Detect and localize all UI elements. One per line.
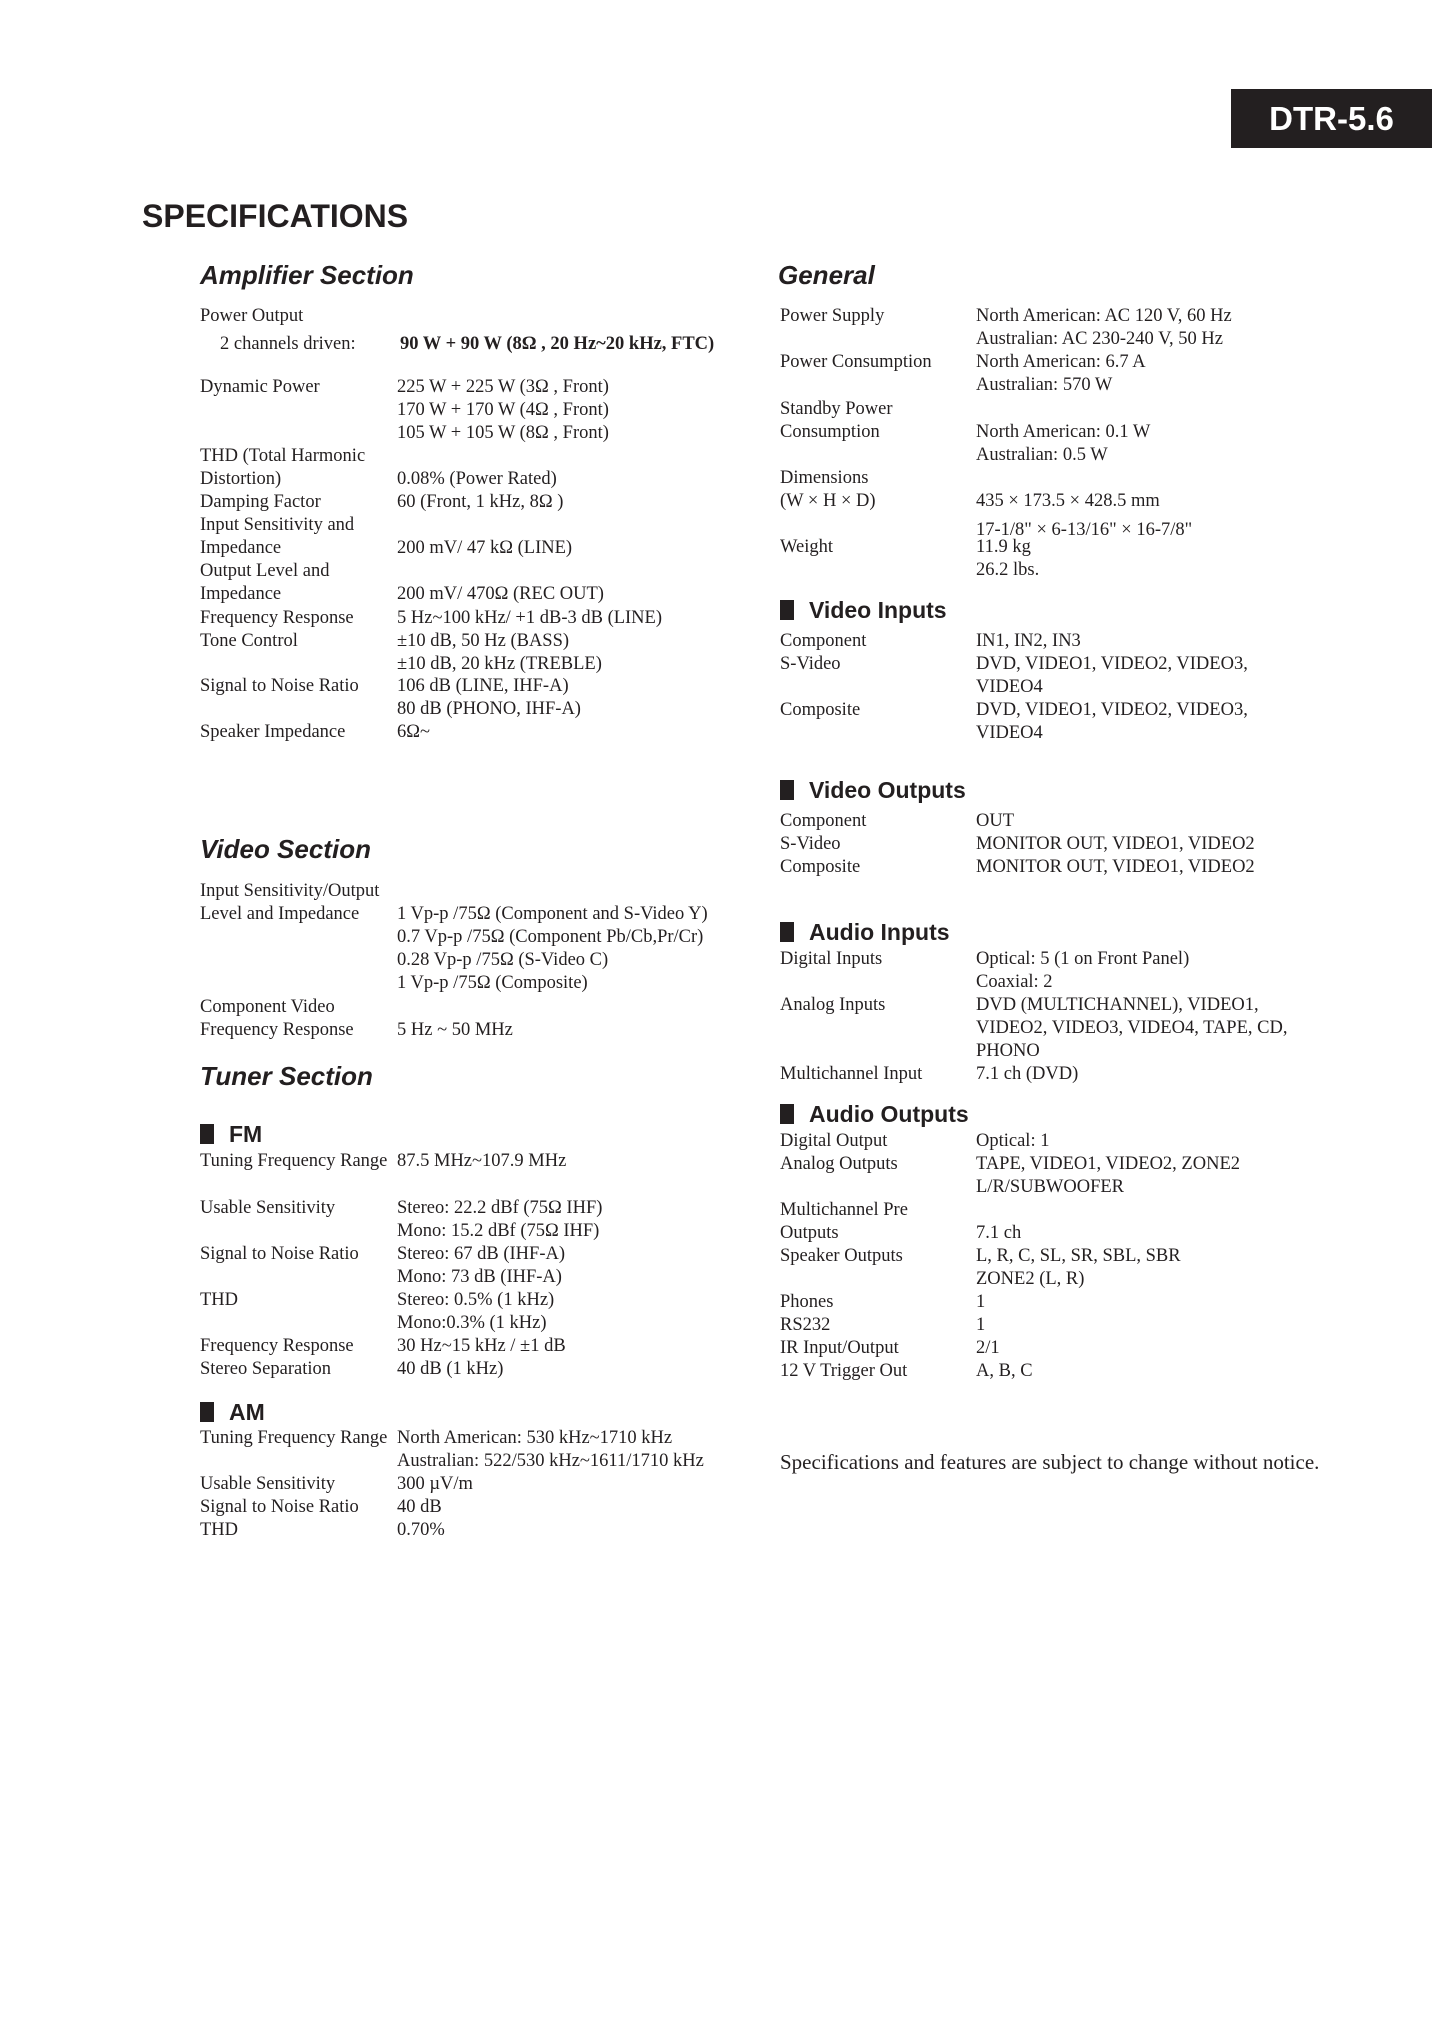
- fm-tuning-value: 87.5 MHz~107.9 MHz: [397, 1151, 567, 1171]
- spec-value: 105 W + 105 W (8Ω , Front): [397, 423, 609, 443]
- spec-label: 12 V Trigger Out: [780, 1361, 908, 1381]
- spec-value: 0.28 Vp-p /75Ω (S-Video C): [397, 950, 609, 970]
- page-title: SPECIFICATIONS: [142, 198, 409, 234]
- spec-value: 225 W + 225 W (3Ω , Front): [397, 377, 609, 397]
- spec-value: 5 Hz ~ 50 MHz: [397, 1020, 513, 1040]
- spec-value: 11.9 kg: [976, 537, 1031, 557]
- spec-value: Australian: 0.5 W: [976, 445, 1108, 465]
- fm-tuning-label: Tuning Frequency Range: [200, 1151, 388, 1171]
- spec-label: Power Supply: [780, 306, 885, 326]
- spec-value: Coaxial: 2: [976, 972, 1053, 992]
- spec-label: Signal to Noise Ratio: [200, 676, 359, 696]
- spec-value: ZONE2 (L, R): [976, 1269, 1085, 1289]
- spec-label: S-Video: [780, 654, 841, 674]
- spec-label: Consumption: [780, 422, 880, 442]
- spec-value: 80 dB (PHONO, IHF-A): [397, 699, 581, 719]
- spec-value: 5 Hz~100 kHz/ +1 dB-3 dB (LINE): [397, 608, 663, 628]
- spec-value: Stereo: 0.5% (1 kHz): [397, 1290, 555, 1310]
- fm-heading-text: FM: [229, 1121, 263, 1147]
- spec-value: 1: [976, 1292, 986, 1312]
- video-inputs-heading-text: Video Inputs: [809, 597, 947, 623]
- spec-label: Weight: [780, 537, 833, 557]
- spec-label: Power Consumption: [780, 352, 932, 372]
- spec-value: A, B, C: [976, 1361, 1033, 1381]
- spec-label: Frequency Response: [200, 1020, 354, 1040]
- spec-value: Stereo: 22.2 dBf (75Ω IHF): [397, 1198, 603, 1218]
- spec-value: DVD (MULTICHANNEL), VIDEO1,: [976, 995, 1259, 1015]
- spec-label: Impedance: [200, 584, 282, 604]
- spec-label: Frequency Response: [200, 608, 354, 628]
- spec-value: 7.1 ch (DVD): [976, 1064, 1079, 1084]
- spec-value: 30 Hz~15 kHz / ±1 dB: [397, 1336, 566, 1356]
- spec-value: North American: 0.1 W: [976, 422, 1151, 442]
- spec-value: Stereo: 67 dB (IHF-A): [397, 1244, 566, 1264]
- spec-label: Outputs: [780, 1223, 839, 1243]
- spec-label: Digital Output: [780, 1131, 888, 1151]
- spec-label: Distortion): [200, 469, 282, 489]
- am-tuning-value-2: Australian: 522/530 kHz~1611/1710 kHz: [397, 1451, 704, 1471]
- spec-label: Dimensions: [780, 468, 869, 488]
- spec-label: Signal to Noise Ratio: [200, 1244, 359, 1264]
- power-output-label: Power Output: [200, 306, 304, 326]
- spec-value: 60 (Front, 1 kHz, 8Ω ): [397, 492, 564, 512]
- amplifier-section-heading: Amplifier Section: [200, 260, 414, 290]
- spec-value: 1: [976, 1315, 986, 1335]
- spec-value: ±10 dB, 50 Hz (BASS): [397, 631, 570, 651]
- spec-label: Multichannel Input: [780, 1064, 923, 1084]
- spec-label: Damping Factor: [200, 492, 321, 512]
- spec-label: Component: [780, 631, 867, 651]
- spec-label: IR Input/Output: [780, 1338, 899, 1358]
- spec-label: Component Video: [200, 997, 335, 1017]
- spec-label: Analog Outputs: [780, 1154, 898, 1174]
- spec-label: Digital Inputs: [780, 949, 883, 969]
- spec-value: 435 × 173.5 × 428.5 mm: [976, 491, 1160, 511]
- spec-value: 6Ω~: [397, 722, 431, 742]
- spec-value: VIDEO4: [976, 723, 1043, 743]
- audio-outputs-subheading: [780, 1100, 969, 1128]
- spec-label: Usable Sensitivity: [200, 1198, 336, 1218]
- am-tuning-value-1: North American: 530 kHz~1710 kHz: [397, 1428, 673, 1448]
- spec-label: RS232: [780, 1315, 831, 1335]
- spec-value: IN1, IN2, IN3: [976, 631, 1081, 651]
- spec-value: 17-1/8" × 6-13/16" × 16-7/8": [976, 520, 1193, 540]
- spec-value: 200 mV/ 47 kΩ (LINE): [397, 538, 573, 558]
- fm-subheading: [200, 1120, 262, 1148]
- spec-value: 1 Vp-p /75Ω (Component and S-Video Y): [397, 904, 708, 924]
- spec-value: 40 dB (1 kHz): [397, 1359, 504, 1379]
- am-subheading: [200, 1398, 265, 1426]
- spec-label: Multichannel Pre: [780, 1200, 908, 1220]
- spec-label: Stereo Separation: [200, 1359, 331, 1379]
- spec-value: Mono:0.3% (1 kHz): [397, 1313, 547, 1333]
- spec-value: 0.7 Vp-p /75Ω (Component Pb/Cb,Pr/Cr): [397, 927, 704, 947]
- spec-value: DVD, VIDEO1, VIDEO2, VIDEO3,: [976, 700, 1248, 720]
- spec-label: Tone Control: [200, 631, 298, 651]
- spec-value: 170 W + 170 W (4Ω , Front): [397, 400, 609, 420]
- spec-value: 1 Vp-p /75Ω (Composite): [397, 973, 588, 993]
- spec-label: Input Sensitivity/Output: [200, 881, 380, 901]
- spec-value: 2/1: [976, 1338, 1000, 1358]
- spec-value: Optical: 5 (1 on Front Panel): [976, 949, 1190, 969]
- footer-note: Specifications and features are subject to change without notice.: [780, 1450, 1320, 1474]
- spec-value: 200 mV/ 470Ω (REC OUT): [397, 584, 604, 604]
- spec-label: Analog Inputs: [780, 995, 886, 1015]
- spec-value: 26.2 lbs.: [976, 560, 1040, 580]
- spec-value: Optical: 1: [976, 1131, 1050, 1151]
- spec-value: L, R, C, SL, SR, SBL, SBR: [976, 1246, 1181, 1266]
- spec-value: VIDEO4: [976, 677, 1043, 697]
- spec-label: THD: [200, 1520, 239, 1540]
- spec-value: 0.08% (Power Rated): [397, 469, 557, 489]
- spec-value: L/R/SUBWOOFER: [976, 1177, 1125, 1197]
- video-outputs-subheading: [780, 776, 966, 804]
- spec-label: Phones: [780, 1292, 834, 1312]
- spec-label: Frequency Response: [200, 1336, 354, 1356]
- general-section-heading: General: [778, 260, 875, 290]
- spec-value: TAPE, VIDEO1, VIDEO2, ZONE2: [976, 1154, 1241, 1174]
- spec-value: MONITOR OUT, VIDEO1, VIDEO2: [976, 857, 1255, 877]
- spec-value: North American: 6.7 A: [976, 352, 1146, 372]
- audio-outputs-heading-text: Audio Outputs: [809, 1101, 969, 1127]
- spec-label: Dynamic Power: [200, 377, 320, 397]
- spec-value: Australian: 570 W: [976, 375, 1113, 395]
- video-section-heading: Video Section: [200, 834, 371, 864]
- am-tuning-label: Tuning Frequency Range: [200, 1428, 388, 1448]
- spec-value: North American: AC 120 V, 60 Hz: [976, 306, 1232, 326]
- spec-label: Composite: [780, 700, 861, 720]
- tuner-section-heading: Tuner Section: [200, 1061, 373, 1091]
- spec-label: THD: [200, 1290, 239, 1310]
- spec-value: PHONO: [976, 1041, 1040, 1061]
- spec-label: Level and Impedance: [200, 904, 360, 924]
- spec-value: MONITOR OUT, VIDEO1, VIDEO2: [976, 834, 1255, 854]
- video-outputs-heading-text: Video Outputs: [809, 777, 966, 803]
- spec-value: 0.70%: [397, 1520, 445, 1540]
- spec-value: 106 dB (LINE, IHF-A): [397, 676, 569, 696]
- spec-value: ±10 dB, 20 kHz (TREBLE): [397, 654, 602, 674]
- spec-label: Output Level and: [200, 561, 330, 581]
- channels-driven-value: 90 W + 90 W (8Ω , 20 Hz~20 kHz, FTC): [400, 334, 715, 354]
- spec-value: 300 µV/m: [397, 1474, 473, 1494]
- spec-value: 7.1 ch: [976, 1223, 1022, 1243]
- spec-label: Signal to Noise Ratio: [200, 1497, 359, 1517]
- spec-label: Composite: [780, 857, 861, 877]
- spec-label: Speaker Impedance: [200, 722, 346, 742]
- audio-inputs-heading-text: Audio Inputs: [809, 919, 950, 945]
- spec-value: Australian: AC 230-240 V, 50 Hz: [976, 329, 1224, 349]
- spec-label: (W × H × D): [780, 491, 876, 511]
- square-bullet-icon: [780, 1104, 794, 1124]
- am-heading-text: AM: [229, 1399, 265, 1425]
- square-bullet-icon: [200, 1124, 214, 1144]
- square-bullet-icon: [200, 1402, 214, 1422]
- spec-label: Component: [780, 811, 867, 831]
- spec-value: 40 dB: [397, 1497, 442, 1517]
- square-bullet-icon: [780, 780, 794, 800]
- spec-value: DVD, VIDEO1, VIDEO2, VIDEO3,: [976, 654, 1248, 674]
- spec-value: OUT: [976, 811, 1015, 831]
- spec-label: Usable Sensitivity: [200, 1474, 336, 1494]
- square-bullet-icon: [780, 922, 794, 942]
- square-bullet-icon: [780, 600, 794, 620]
- model-badge: DTR-5.6: [1231, 89, 1432, 148]
- spec-label: Speaker Outputs: [780, 1246, 903, 1266]
- spec-value: Mono: 15.2 dBf (75Ω IHF): [397, 1221, 600, 1241]
- spec-label: Input Sensitivity and: [200, 515, 355, 535]
- spec-value: Mono: 73 dB (IHF-A): [397, 1267, 562, 1287]
- spec-label: THD (Total Harmonic: [200, 446, 366, 466]
- spec-label: S-Video: [780, 834, 841, 854]
- spec-label: Standby Power: [780, 399, 893, 419]
- channels-driven-label: 2 channels driven:: [220, 334, 356, 354]
- spec-label: Impedance: [200, 538, 282, 558]
- video-inputs-subheading: [780, 596, 947, 624]
- audio-inputs-subheading: [780, 918, 950, 946]
- spec-value: VIDEO2, VIDEO3, VIDEO4, TAPE, CD,: [976, 1018, 1288, 1038]
